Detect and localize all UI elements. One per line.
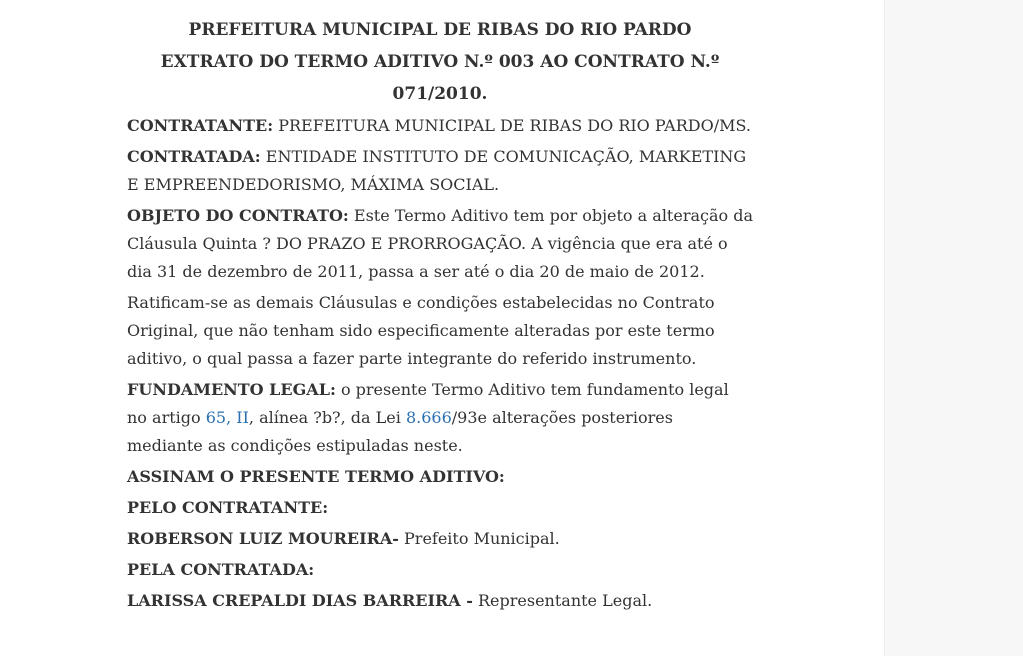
fundamento-text-middle: , alínea ?b?, da Lei: [248, 408, 406, 427]
signer-1-line: [127, 525, 753, 553]
document-subtitle: EXTRATO DO TERMO ADITIVO N.º 003 AO CONTRATO N.º 071/2010.: [160, 52, 720, 104]
pelo-contratante-heading: [127, 494, 753, 522]
signer-1-name: ROBERSON LUIZ MOUREIRA-: [127, 529, 399, 548]
signer-1-role: Prefeito Municipal.: [398, 529, 560, 548]
contratante-paragraph: [127, 112, 753, 140]
contratada-label: CONTRATADA:: [127, 147, 261, 166]
pelo-contratante-text: PELO CONTRATANTE:: [127, 498, 329, 517]
fundamento-label: FUNDAMENTO LEGAL:: [127, 380, 336, 399]
pela-contratada-text: PELA CONTRATADA:: [127, 560, 315, 579]
law-8666-link[interactable]: 8.666: [405, 408, 452, 427]
right-sidebar: [884, 0, 1023, 656]
pela-contratada-heading: [127, 556, 753, 584]
document-title: PREFEITURA MUNICIPAL DE RIBAS DO RIO PARDO: [188, 20, 692, 40]
assinam-heading: [127, 463, 753, 491]
fundamento-text-before: o presente Termo Aditivo tem fundamento legal no artigo: [127, 380, 729, 427]
fundamento-paragraph: [127, 376, 753, 460]
contratada-value: ENTIDADE INSTITUTO DE COMUNICAÇÃO, MARKETING E EMPREENDEDORISMO, MÁXIMA SOCIAL.: [127, 147, 747, 194]
contratante-value: PREFEITURA MUNICIPAL DE RIBAS DO RIO PARDO/MS.: [273, 116, 751, 135]
signer-2-line: [127, 587, 753, 615]
article-65-link[interactable]: 65, II: [205, 408, 249, 427]
contratada-paragraph: [127, 143, 753, 199]
fundamento-text-after: /93e alterações posteriores mediante as condições estipuladas neste.: [127, 408, 673, 455]
document-body: [127, 14, 753, 618]
objeto-paragraph: [127, 202, 753, 286]
signer-2-role: Representante Legal.: [472, 591, 653, 610]
assinam-text: ASSINAM O PRESENTE TERMO ADITIVO:: [127, 467, 505, 486]
objeto-value: Este Termo Aditivo tem por objeto a alteração da Cláusula Quinta ? DO PRAZO E PRORROGAÇÃO. A vigência que era até o dia 31 de dezembro de 2011, passa a ser até o dia 20 de maio de 2012.: [127, 206, 754, 281]
ratificam-paragraph: Ratificam-se as demais Cláusulas e condições estabelecidas no Contrato Original, que não tenham sido especificamente alteradas por este termo aditivo, o qual passa a fazer parte integrante do referido instrumento.: [127, 293, 715, 368]
objeto-label: OBJETO DO CONTRATO:: [127, 206, 349, 225]
contratante-label: CONTRATANTE:: [127, 116, 274, 135]
signer-2-name: LARISSA CREPALDI DIAS BARREIRA -: [127, 591, 473, 610]
